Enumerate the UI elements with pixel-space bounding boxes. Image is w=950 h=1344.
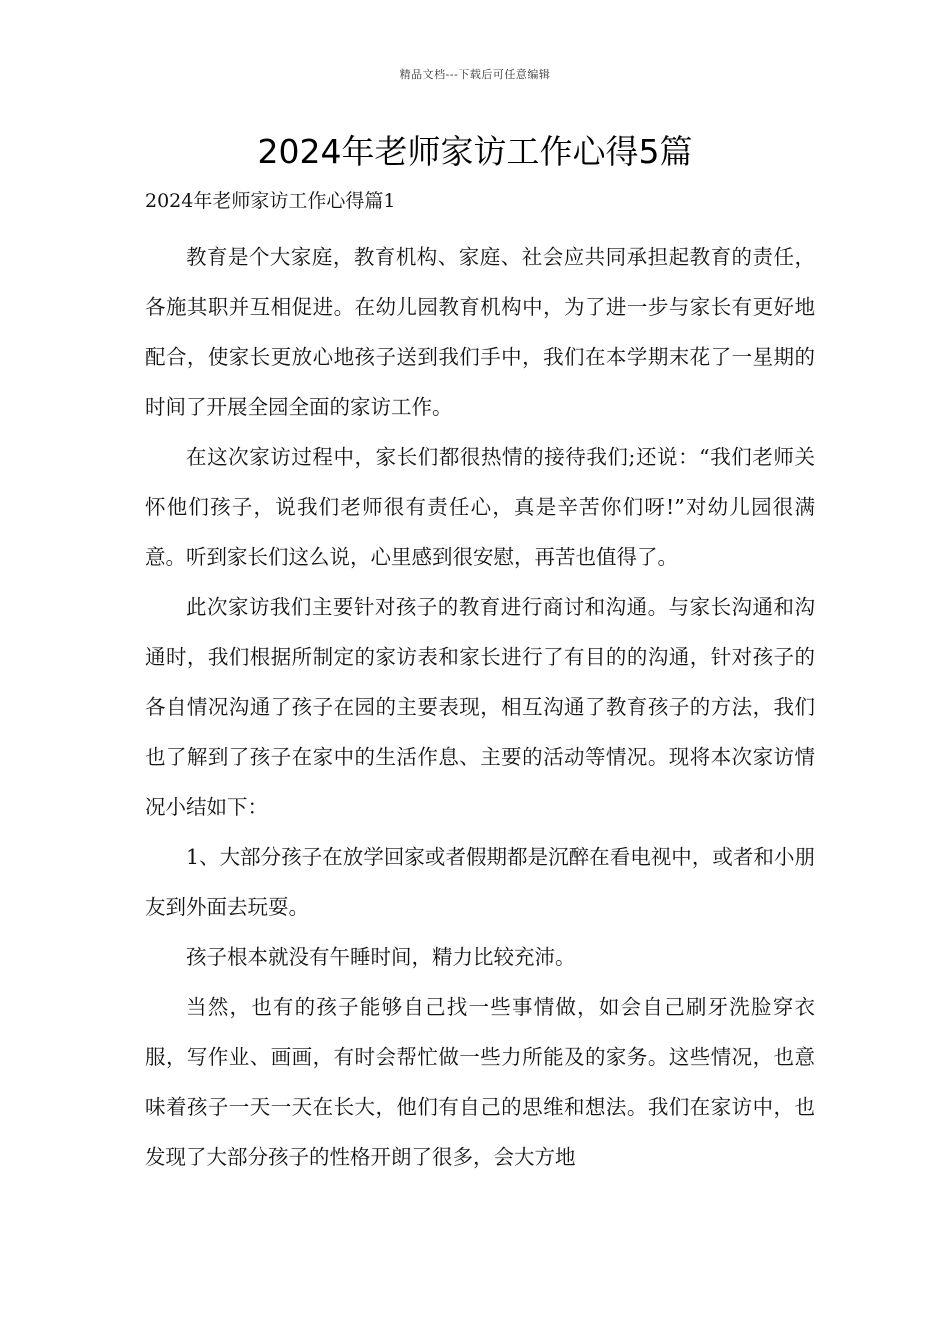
paragraph: 1、大部分孩子在放学回家或者假期都是沉醉在看电视中，或者和小朋友到外面去玩耍。 bbox=[145, 845, 815, 919]
paragraph: 在这次家访过程中，家长们都很热情的接待我们;还说：“我们老师关怀他们孩子，说我们老师很有责任心，真是辛苦你们呀!”对幼儿园很满意。听到家长们这么说，心里感到很安慰，再苦也值得了。 bbox=[145, 445, 815, 569]
paragraph: 当然，也有的孩子能够自己找一些事情做，如会自己刷牙洗脸穿衣服，写作业、画画，有时会帮忙做一些力所能及的家务。这些情况，也意味着孩子一天一天在长大，他们有自己的思维和想法。我们在家访中，也发现了大部分孩子的性格开朗了很多，会大方地 bbox=[145, 995, 815, 1169]
document-body bbox=[145, 232, 815, 1182]
document-title: 2024年老师家访工作心得5篇 bbox=[257, 132, 693, 171]
paragraph: 教育是个大家庭，教育机构、家庭、社会应共同承担起教育的责任，各施其职并互相促进。在幼儿园教育机构中，为了进一步与家长有更好地配合，使家长更放心地孩子送到我们手中，我们在本学期末花了一星期的时间了开展全园全面的家访工作。 bbox=[145, 245, 815, 419]
paragraph: 此次家访我们主要针对孩子的教育进行商讨和沟通。与家长沟通和沟通时，我们根据所制定的家访表和家长进行了有目的的沟通，针对孩子的各自情况沟通了孩子在园的主要表现，相互沟通了教育孩子的方法，我们也了解到了孩子在家中的生活作息、主要的活动等情况。现将本次家访情况小结如下： bbox=[145, 595, 815, 819]
paragraph: 孩子根本就没有午睡时间，精力比较充沛。 bbox=[186, 945, 576, 969]
section-heading: 2024年老师家访工作心得篇1 bbox=[145, 190, 396, 212]
header-note: 精品文档---下载后可任意编辑 bbox=[399, 68, 551, 81]
